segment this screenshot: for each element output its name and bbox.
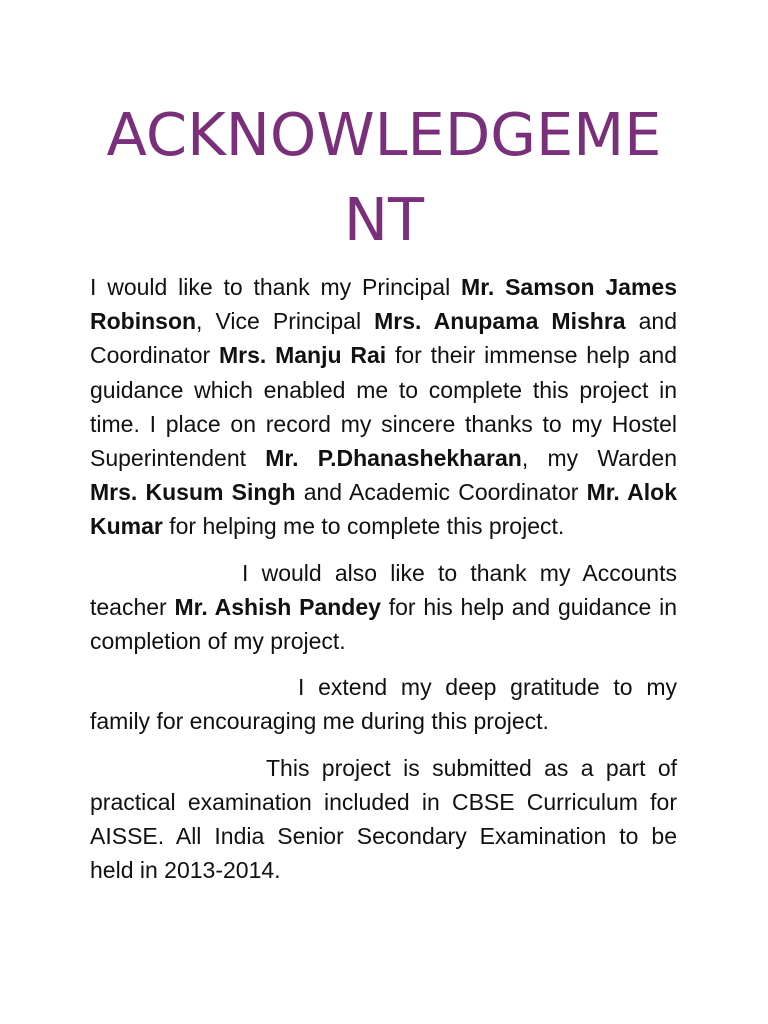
text-run: , Vice Principal — [196, 308, 375, 335]
person-name: Mr. Samson James Robinson — [90, 274, 677, 335]
text-run: and Academic Coordinator — [295, 479, 587, 506]
page-title: ACKNOWLEDGEMENT — [106, 100, 662, 254]
paragraph-submission-note — [90, 751, 677, 888]
text-run: This project is submitted as a part of practical examination included in CBSE Curriculum for AISSE. All India Senior Secondary Examination to be held in 2013-2014. — [90, 754, 677, 884]
text-run: for their immense help and guidance which enabled me to complete this project in time. I place on record my sincere thanks to my Hostel Superintendent — [90, 342, 677, 472]
text-run: , my Warden — [521, 445, 678, 472]
paragraph-principal-thanks — [90, 270, 677, 544]
text-run: for helping me to complete this project. — [162, 513, 565, 540]
text-run: for his help and guidance in completion of my project. — [90, 593, 678, 655]
paragraph-family-thanks — [90, 670, 677, 738]
person-name: Mrs. Kusum Singh — [90, 479, 296, 506]
text-run: I would like to thank my Principal — [90, 274, 462, 300]
text-run: and Coordinator — [90, 308, 677, 369]
person-name: Mr. P.Dhanashekharan — [265, 445, 522, 472]
person-name: Mr. Ashish Pandey — [174, 593, 381, 620]
text-run: I extend my deep gratitude to my family for encouraging me during this project. — [90, 674, 677, 735]
document-body — [90, 270, 677, 887]
person-name: Mr. Alok Kumar — [90, 479, 678, 540]
text-run: I would also like to thank my Accounts teacher — [90, 559, 677, 620]
person-name: Mrs. Manju Rai — [219, 342, 387, 369]
person-name: Mrs. Anupama Mishra — [374, 308, 626, 335]
paragraph-teacher-thanks — [90, 556, 677, 659]
